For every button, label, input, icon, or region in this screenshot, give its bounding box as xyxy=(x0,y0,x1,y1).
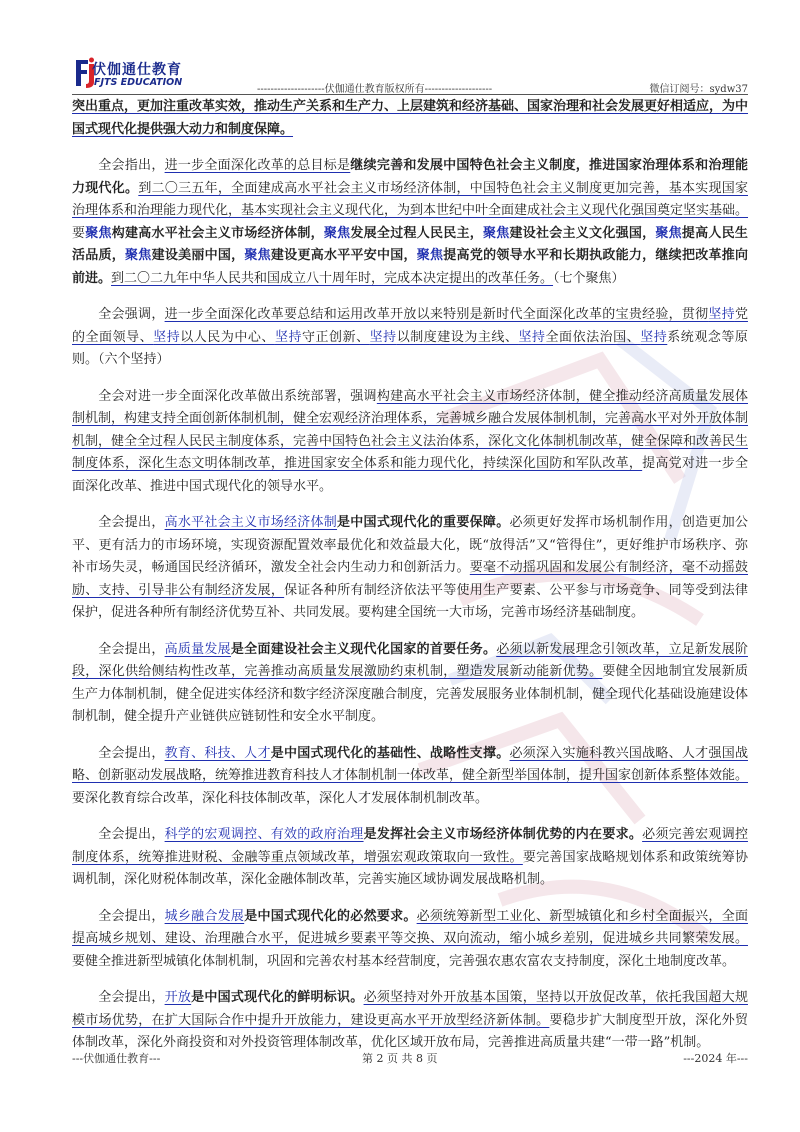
footer-brand: ---伏伽通仕教育--- xyxy=(72,1052,161,1065)
paragraph xyxy=(72,824,748,892)
bold-text: 是中国式现代化的重要保障。 xyxy=(337,515,510,530)
highlight-keyword: 高水平社会主义市场经济体制 xyxy=(164,515,338,530)
text-run: 全会指出， xyxy=(98,158,165,173)
wechat-id: 微信订阅号：sydw37 xyxy=(649,84,748,95)
logo-chinese-text: 伏伽通仕教育 xyxy=(92,62,182,78)
highlight-keyword: 开放 xyxy=(164,990,192,1005)
text-run: 党的全面领导、 xyxy=(72,307,748,345)
text-run: （七个聚焦） xyxy=(553,270,625,286)
text-run: 全会提出， xyxy=(98,641,165,657)
bold-text: 是中国式现代化的鲜明标识。 xyxy=(191,990,364,1005)
highlight-keyword: 聚焦 xyxy=(125,248,152,263)
bold-text: 建设美丽中国， xyxy=(151,248,245,263)
text-run: 全会提出， xyxy=(98,827,165,842)
text-run: 全会提出， xyxy=(98,908,165,924)
header-divider xyxy=(72,94,748,95)
text-run: 进一步全面深化改革的总目标是 xyxy=(164,158,351,173)
paragraph xyxy=(72,512,748,625)
bold-text: 是全面建设社会主义现代化国家的首要任务。 xyxy=(230,641,497,657)
highlight-keyword: 坚持 xyxy=(708,307,735,322)
paragraph xyxy=(72,386,748,499)
text-run: 要稳步扩大制度型开放，深化外贸体制改革，深化外商投资和对外投资管理体制改革，优化区域开放布局，完善推进高质量共建“一带一路”机制。 xyxy=(72,1012,748,1050)
text-run: 要 xyxy=(72,225,86,241)
bold-text: 突出重点，更加注重改革实效，推动生产关系和生产力、上层建筑和经济基础、国家治理和社会发展更好相适应，为中国式现代化提供强大动力和制度保障。 xyxy=(72,99,749,137)
brand-logo xyxy=(72,56,222,92)
logo-english-text: FJTS EDUCATION xyxy=(94,77,183,88)
text-run: 必须统筹新型工业化、新型城镇化和乡村全面振兴，全面提高城乡规划、建设、治理融合水平，促进城乡要素平等交换、双向流动，缩小城乡差别，促进城乡共同繁荣发展。 xyxy=(72,908,748,946)
text-run: 全面依法治国、 xyxy=(545,329,641,345)
bold-text: 发展全过程人民民主， xyxy=(350,225,483,241)
text-run: 进一步全面深化改革要总结和运用改革开放以来特别是新时代全面深化改革的宝贵经验，贯彻 xyxy=(164,307,709,322)
document-body xyxy=(72,96,748,1069)
text-run: 全会对进一步全面深化改革做出系统部署，强调 xyxy=(98,388,377,404)
page-header xyxy=(72,56,748,95)
highlight-keyword: 教育、科技、人才 xyxy=(164,745,271,761)
paragraph xyxy=(72,304,748,372)
bold-text: 继续完善和发展中国特色社会主义制度，推进国家治理体系和治理能力现代化。 xyxy=(72,158,748,196)
bold-text: 是中国式现代化的基础性、战略性支撑。 xyxy=(270,745,510,761)
text-run: 要深化教育综合改革，深化科技体制改革，深化人才发展体制机制改革。 xyxy=(72,790,489,806)
paragraph xyxy=(72,906,748,974)
bold-text: 建设更高水平平安中国， xyxy=(270,248,417,263)
text-run: 系统观念等原则。（六个坚持） xyxy=(72,329,748,367)
text-run: 以制度建设为主线、 xyxy=(396,329,519,345)
highlight-keyword: 高质量发展 xyxy=(164,641,231,657)
text-run: 构建高水平社会主义市场经济体制，健全推动经济高质量发展体制机制，构建支持全面创新体制机制，健全宏观经济治理体系，完善城乡融合发展体制机制，完善高水平对外开放体制机制，健全全过程人民民主制度体系，完善中国特色社会主义法治体系，深化文化体制机制改革，健全保障和改善民生制度体系，深化生态文明体制改革，推进国家安全体系和能力现代化，持续深化国防和军队改革， xyxy=(72,388,749,471)
copyright-notice: --------------------伏伽通仕教育版权所有-------------------- xyxy=(257,84,493,95)
text-run: 要完善国家战略规划体系和政策统筹协调机制，深化财税体制改革，深化金融体制改革，完善实施区域协调发展战略机制。 xyxy=(72,849,748,887)
bold-text: 是发挥社会主义市场经济体制优势的内在要求。 xyxy=(363,827,643,842)
highlight-keyword: 聚焦 xyxy=(244,248,271,263)
text-run: 全会强调， xyxy=(98,307,165,322)
text-run: 要健全因地制宜发展新质生产力体制机制，健全促进实体经济和数字经济深度融合制度，完善发展服务业体制机制，健全现代化基础设施建设体制机制，健全提升产业链供应链韧性和安全水平制度。 xyxy=(72,664,749,724)
text-run: 以人民为中心、 xyxy=(180,329,275,345)
highlight-keyword: 聚焦 xyxy=(416,248,444,263)
text-run: 守正创新、 xyxy=(302,329,370,345)
page-footer xyxy=(72,1050,748,1070)
bold-text: 建设社会主义文化强国， xyxy=(509,225,656,241)
highlight-keyword: 城乡融合发展 xyxy=(164,908,245,924)
paragraph xyxy=(72,987,748,1055)
paragraph xyxy=(72,155,748,290)
highlight-keyword: 坚持 xyxy=(274,329,302,345)
text-run: 保证各种所有制经济依法平等使用生产要素、公平参与市场竞争、同等受到法律保护，促进各种所有制经济优势互补、共同发展。要构建全国统一大市场，完善市场经济基础制度。 xyxy=(72,582,748,620)
bold-text: 提高人民生活品质， xyxy=(72,225,748,263)
page-number: 第 2 页 共 8 页 xyxy=(362,1052,438,1065)
text-run: 要毫不动摇巩固和发展公有制经济，毫不动摇鼓励、支持、引导非公有制经济发展， xyxy=(72,560,748,598)
highlight-keyword: 坚持 xyxy=(640,329,668,345)
bold-text: 是中国式现代化的必然要求。 xyxy=(244,908,417,924)
text-run: 必须以新发展理念引领改革，立足新发展阶段，深化供给侧结构性改革，完善推动高质量发展激励约束机制，塑造发展新动能新优势。 xyxy=(72,641,748,679)
footer-year: ---2024 年--- xyxy=(683,1052,748,1065)
bold-text: 构建高水平社会主义市场经济体制， xyxy=(111,225,324,241)
text-run: 必须深入实施科教兴国战略、人才强国战略、创新驱动发展战略，统筹推进教育科技人才体制机制一体改革，健全新型举国体制，提升国家创新体系整体效能。 xyxy=(72,745,749,783)
paragraph xyxy=(72,639,748,729)
paragraph xyxy=(72,96,748,141)
highlight-keyword: 坚持 xyxy=(518,329,546,345)
text-run: 全会提出， xyxy=(98,745,165,761)
highlight-keyword: 聚焦 xyxy=(323,225,351,241)
text-run: 全会提出， xyxy=(98,990,165,1005)
text-run: 必须完善宏观调控制度体系，统筹推进财税、金融等重点领域改革，增强宏观政策取向一致性。 xyxy=(72,827,748,865)
text-run: 到二〇三五年，全面建成高水平社会主义市场经济体制，中国特色社会主义制度更加完善，基本实现国家治理体系和治理能力现代化，基本实现社会主义现代化，为到本世纪中叶全面建成社会主义现代化强国奠定坚实基础。 xyxy=(72,180,749,218)
text-run: 全会提出， xyxy=(98,515,165,530)
text-run: 必须更好发挥市场机制作用，创造更加公平、更有活力的市场环境，实现资源配置效率最优化和效益最大化，既“放得活”又“管得住”，更好维护市场秩序、弥补市场失灵，畅通国民经济循环，激发全社会内生动力和创新活力。 xyxy=(72,515,748,575)
text-run: 必须坚持对外开放基本国策，坚持以开放促改革，依托我国超大规模市场优势，在扩大国际合作中提升开放能力，建设更高水平开放型经济新体制。 xyxy=(72,990,748,1028)
bold-text: 提高党的领导水平和长期执政能力，继续把改革推向前进。 xyxy=(72,248,748,286)
highlight-keyword: 科学的宏观调控、有效的政府治理 xyxy=(164,827,364,842)
text-run: 要健全推进新型城镇化体制机制，巩固和完善农村基本经营制度，完善强农惠农富农支持制度，深化土地制度改革。 xyxy=(72,953,736,969)
text-run: 提高党对进一步全面深化改革、推进中国式现代化的领导水平。 xyxy=(72,456,748,494)
highlight-keyword: 坚持 xyxy=(369,329,397,345)
text-run: 到二〇二九年中华人民共和国成立八十周年时，完成本决定提出的改革任务。 xyxy=(111,270,554,286)
highlight-keyword: 聚焦 xyxy=(85,225,112,241)
highlight-keyword: 坚持 xyxy=(153,329,181,345)
highlight-keyword: 聚焦 xyxy=(483,225,510,241)
highlight-keyword: 聚焦 xyxy=(655,225,682,241)
paragraph xyxy=(72,743,748,811)
